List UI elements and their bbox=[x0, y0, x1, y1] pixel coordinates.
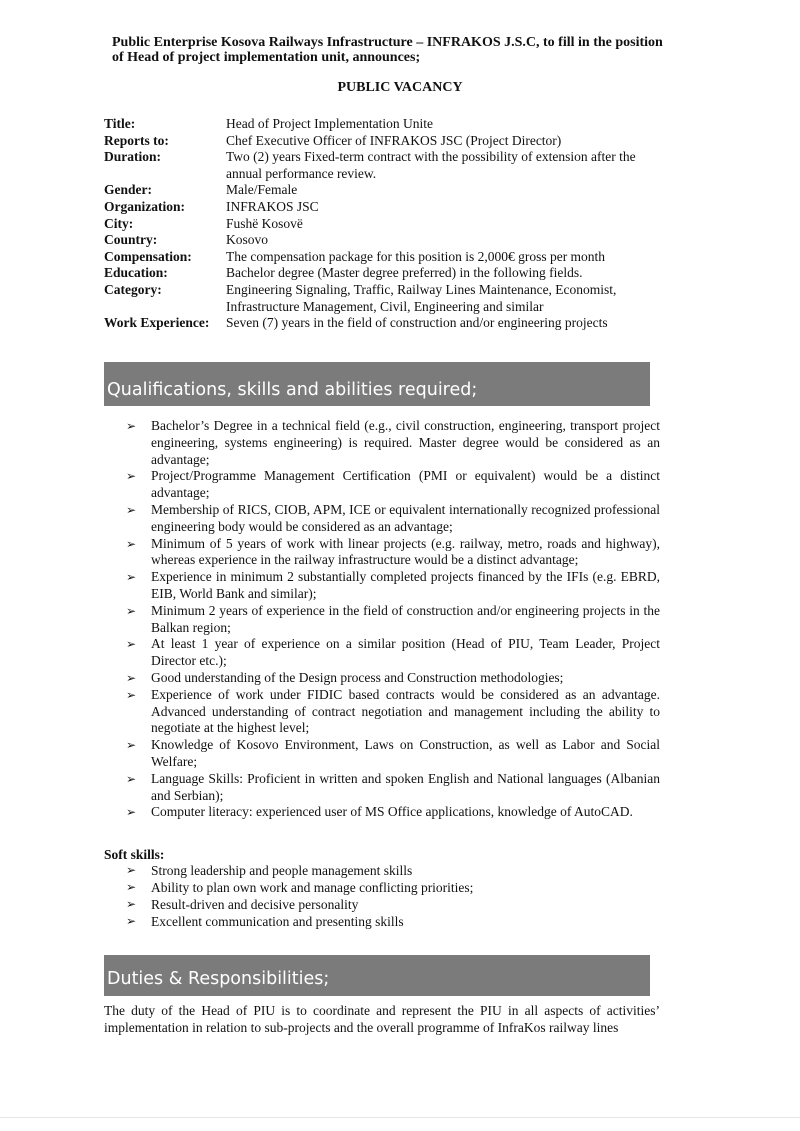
arrow-bullet-icon: ➢ bbox=[126, 469, 137, 484]
duties-paragraph: The duty of the Head of PIU is to coordinate and represent the PIU in all aspects of activities’ implementation in relation to sub-projects and the overall programme of InfraKos railway lines bbox=[104, 1003, 660, 1035]
list-item bbox=[126, 771, 660, 805]
info-row bbox=[104, 199, 664, 216]
list-item bbox=[126, 687, 660, 737]
list-item-text: Experience of work under FIDIC based contracts would be considered as an advantage. Advanced understanding of contract negotiation and management including the ability to negotiate at the highest level; bbox=[151, 686, 660, 736]
arrow-bullet-icon: ➢ bbox=[126, 805, 137, 820]
info-value: Head of Project Implementation Unite bbox=[226, 116, 433, 131]
list-item bbox=[126, 569, 660, 603]
info-value: Bachelor degree (Master degree preferred) in the following fields. bbox=[226, 265, 583, 281]
list-item bbox=[126, 536, 660, 570]
info-value: Kosovo bbox=[226, 232, 269, 248]
info-label: Organization: bbox=[104, 198, 185, 214]
info-label: Country: bbox=[104, 232, 158, 248]
list-item-text: Result-driven and decisive personality bbox=[151, 897, 359, 912]
info-label: City: bbox=[104, 215, 134, 231]
list-item-text: Bachelor’s Degree in a technical field (e.g., civil construction, engineering, transport project engineering, systems engineering) is required. Master degree would be considered as an advantage; bbox=[151, 418, 660, 467]
info-value: Chef Executive Officer of INFRAKOS JSC (Project Director) bbox=[226, 132, 562, 148]
info-value: Engineering Signaling, Traffic, Railway Lines Maintenance, Economist, Infrastructure Management, Civil, Engineering and similar bbox=[226, 281, 617, 314]
info-label: Gender: bbox=[104, 182, 152, 198]
arrow-bullet-icon: ➢ bbox=[126, 914, 137, 928]
list-item bbox=[126, 502, 660, 536]
list-item-text: Ability to plan own work and manage conflicting priorities; bbox=[151, 880, 474, 895]
list-item bbox=[126, 862, 660, 879]
arrow-bullet-icon: ➢ bbox=[126, 670, 137, 685]
qualifications-heading: Qualifications, skills and abilities required; bbox=[104, 362, 650, 406]
info-row bbox=[104, 133, 664, 150]
info-value: Seven (7) years in the field of construction and/or engineering projects bbox=[226, 315, 608, 331]
info-value: Two (2) years Fixed-term contract with the possibility of extension after the annual performance review. bbox=[226, 149, 636, 181]
list-item bbox=[126, 468, 660, 502]
info-value: INFRAKOS JSC bbox=[226, 198, 319, 214]
info-label: Compensation: bbox=[104, 248, 192, 264]
info-value: The compensation package for this position is 2,000€ gross per month bbox=[226, 248, 606, 264]
list-item bbox=[126, 603, 660, 637]
info-value: Male/Female bbox=[226, 182, 298, 198]
arrow-bullet-icon: ➢ bbox=[126, 687, 137, 702]
arrow-bullet-icon: ➢ bbox=[126, 880, 137, 894]
list-item-text: Knowledge of Kosovo Environment, Laws on Construction, as well as Labor and Social Welfare; bbox=[151, 737, 660, 769]
list-item-text: Strong leadership and people management skills bbox=[151, 863, 413, 878]
info-row bbox=[104, 249, 664, 266]
announcement-header: Public Enterprise Kosova Railways Infrastructure – INFRAKOS J.S.C, to fill in the position of Head of project implementation unit, announces; bbox=[112, 35, 663, 65]
arrow-bullet-icon: ➢ bbox=[126, 863, 137, 877]
list-item bbox=[126, 879, 660, 896]
arrow-bullet-icon: ➢ bbox=[126, 419, 137, 433]
list-item bbox=[126, 896, 660, 913]
list-item bbox=[126, 418, 660, 468]
info-row bbox=[104, 315, 664, 332]
list-item-text: Computer literacy: experienced user of MS Office applications, knowledge of AutoCAD. bbox=[151, 804, 633, 820]
arrow-bullet-icon: ➢ bbox=[126, 771, 137, 786]
info-label: Duration: bbox=[104, 149, 161, 165]
page-edge-line bbox=[0, 1117, 800, 1118]
info-row bbox=[104, 232, 664, 249]
info-row bbox=[104, 116, 664, 133]
list-item bbox=[126, 804, 660, 821]
list-item-text: Experience in minimum 2 substantially completed projects financed by the IFIs (e.g. EBRD, EIB, World Bank and similar); bbox=[151, 569, 660, 601]
info-row bbox=[104, 282, 664, 315]
duties-heading: Duties & Responsibilities; bbox=[104, 955, 650, 996]
soft-skills-list bbox=[126, 862, 660, 930]
info-label: Education: bbox=[104, 265, 168, 281]
list-item bbox=[126, 737, 660, 771]
info-label: Reports to: bbox=[104, 132, 169, 148]
list-item bbox=[126, 913, 660, 930]
vacancy-title: PUBLIC VACANCY bbox=[337, 80, 463, 95]
info-label: Category: bbox=[104, 281, 162, 297]
info-label: Work Experience: bbox=[104, 315, 210, 331]
info-row bbox=[104, 149, 664, 182]
arrow-bullet-icon: ➢ bbox=[126, 897, 137, 911]
arrow-bullet-icon: ➢ bbox=[126, 502, 137, 517]
vacancy-info-table bbox=[104, 116, 664, 332]
list-item bbox=[126, 636, 660, 670]
info-label: Title: bbox=[104, 116, 136, 131]
list-item-text: Good understanding of the Design process and Construction methodologies; bbox=[151, 669, 564, 685]
list-item-text: At least 1 year of experience on a similar position (Head of PIU, Team Leader, Project Director etc.); bbox=[151, 636, 660, 669]
info-row bbox=[104, 216, 664, 233]
arrow-bullet-icon: ➢ bbox=[126, 603, 137, 618]
list-item-text: Minimum of 5 years of work with linear projects (e.g. railway, metro, roads and highway), whereas experience in the railway infrastructure would be a distinct advantage; bbox=[151, 535, 660, 568]
list-item-text: Project/Programme Management Certification (PMI or equivalent) would be a distinct advantage; bbox=[151, 468, 660, 501]
info-row bbox=[104, 182, 664, 199]
list-item-text: Minimum 2 years of experience in the field of construction and/or engineering projects in the Balkan region; bbox=[151, 602, 660, 635]
arrow-bullet-icon: ➢ bbox=[126, 570, 137, 585]
arrow-bullet-icon: ➢ bbox=[126, 536, 137, 551]
list-item-text: Language Skills: Proficient in written and spoken English and National languages (Albanian and Serbian); bbox=[151, 770, 660, 803]
info-row bbox=[104, 265, 664, 282]
arrow-bullet-icon: ➢ bbox=[126, 637, 137, 652]
qualifications-list bbox=[126, 418, 660, 821]
list-item-text: Membership of RICS, CIOB, APM, ICE or equivalent internationally recognized professional engineering body would be considered as an advantage; bbox=[151, 501, 660, 534]
arrow-bullet-icon: ➢ bbox=[126, 738, 137, 753]
soft-skills-title: Soft skills: bbox=[104, 847, 165, 862]
info-value: Fushë Kosovë bbox=[226, 215, 303, 231]
list-item bbox=[126, 670, 660, 687]
list-item-text: Excellent communication and presenting skills bbox=[151, 914, 404, 929]
